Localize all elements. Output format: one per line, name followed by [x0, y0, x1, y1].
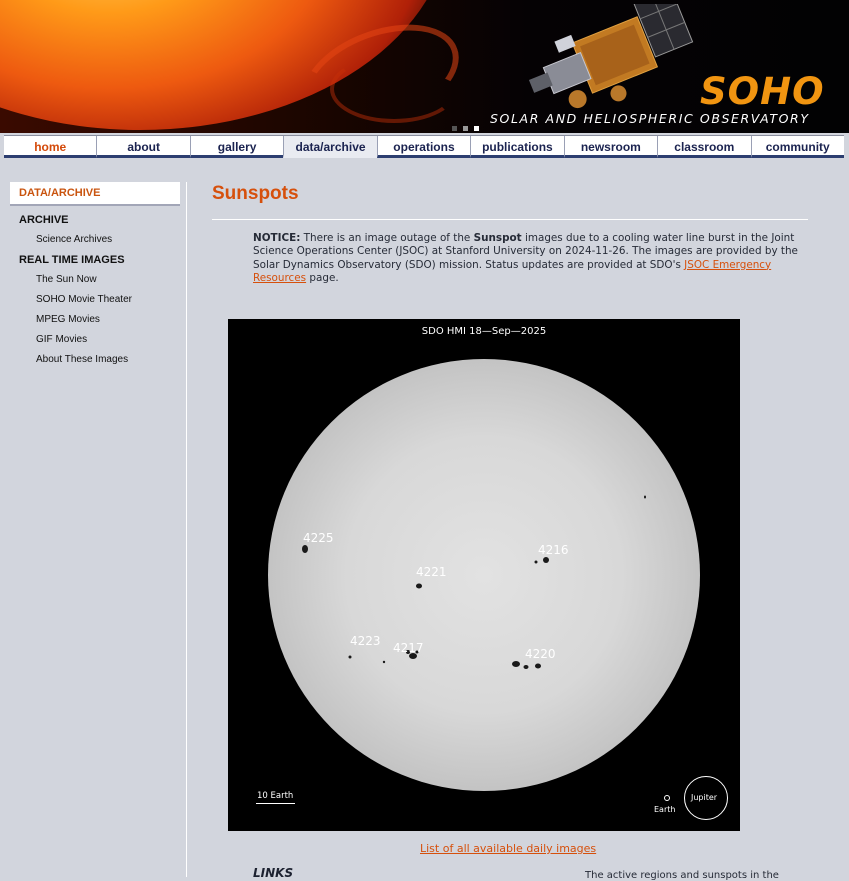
- banner-dots: [452, 116, 485, 133]
- links-heading: LINKS: [253, 866, 294, 880]
- sunspot-image-title: SDO HMI 18—Sep—2025: [421, 326, 547, 337]
- solar-prominence-image-2: [330, 55, 458, 123]
- main-nav: [4, 135, 844, 158]
- scale-label: 10 Earth: [257, 791, 294, 801]
- sidebar-item-mpeg-movies[interactable]: MPEG Movies: [36, 314, 100, 325]
- earth-size-icon: [664, 795, 670, 801]
- region-label: 4216: [538, 543, 569, 557]
- tab-home[interactable]: home: [4, 136, 96, 158]
- title-divider: [212, 219, 808, 220]
- region-label: 4225: [303, 531, 334, 545]
- tab-community[interactable]: community: [751, 136, 844, 158]
- scale-bar: [256, 803, 295, 804]
- earth-label: Earth: [654, 805, 676, 814]
- sidebar-item-about-these-images[interactable]: About These Images: [36, 354, 129, 365]
- sidebar-item-science-archives[interactable]: Science Archives: [36, 234, 113, 245]
- header-banner: [0, 0, 849, 133]
- sunspot-markers: [228, 319, 740, 831]
- region-label: 4221: [416, 565, 447, 579]
- daily-images-link[interactable]: List of all available daily images: [420, 842, 597, 855]
- region-label: 4223: [350, 634, 381, 648]
- sidebar-section-archive: ARCHIVE: [19, 214, 69, 226]
- tab-publications[interactable]: publications: [470, 136, 563, 158]
- soho-logo[interactable]: SOHO: [700, 70, 825, 113]
- notice-text-1: There is an image outage of the: [300, 232, 474, 244]
- tab-classroom[interactable]: classroom: [657, 136, 750, 158]
- sidebar-item-gif-movies[interactable]: GIF Movies: [36, 334, 88, 345]
- links-text: The active regions and sunspots in the: [585, 870, 779, 881]
- region-label: 4220: [525, 647, 556, 661]
- sidebar-item-soho-movie-theater[interactable]: SOHO Movie Theater: [36, 294, 132, 305]
- tab-operations[interactable]: operations: [377, 136, 470, 158]
- tab-data-archive[interactable]: data/archive: [283, 136, 376, 158]
- tab-newsroom[interactable]: newsroom: [564, 136, 657, 158]
- notice-label: NOTICE:: [253, 232, 301, 244]
- notice-bold-word: Sunspot: [473, 232, 522, 244]
- sidebar: [10, 182, 180, 370]
- sidebar-section-real-time-images: REAL TIME IMAGES: [19, 254, 125, 266]
- notice-text-3: page.: [306, 271, 339, 284]
- tab-about[interactable]: about: [96, 136, 189, 158]
- notice-text-2: images due to a cooling water line burst in the Joint Science Operations Center (JSOC) at Stanford University on 2024-11-26. The images are provided by the Solar Dynamics Observatory (SDO) mission. Status updates are provided at SDO's: [253, 232, 798, 271]
- soho-subtitle: SOLAR AND HELIOSPHERIC OBSERVATORY: [490, 111, 810, 126]
- page-title: Sunspots: [212, 183, 299, 204]
- sidebar-divider: [186, 182, 187, 877]
- region-label: 4217: [393, 641, 424, 655]
- soho-spacecraft-icon: [505, 4, 705, 116]
- jupiter-label: Jupiter: [691, 793, 718, 802]
- sidebar-heading[interactable]: DATA/ARCHIVE: [10, 182, 180, 206]
- sidebar-item-the-sun-now[interactable]: The Sun Now: [36, 274, 97, 285]
- jsoc-emergency-link[interactable]: JSOC Emergency Resources: [253, 258, 772, 284]
- tab-gallery[interactable]: gallery: [190, 136, 283, 158]
- sunspot-image[interactable]: [228, 319, 740, 831]
- notice-paragraph: [253, 232, 798, 285]
